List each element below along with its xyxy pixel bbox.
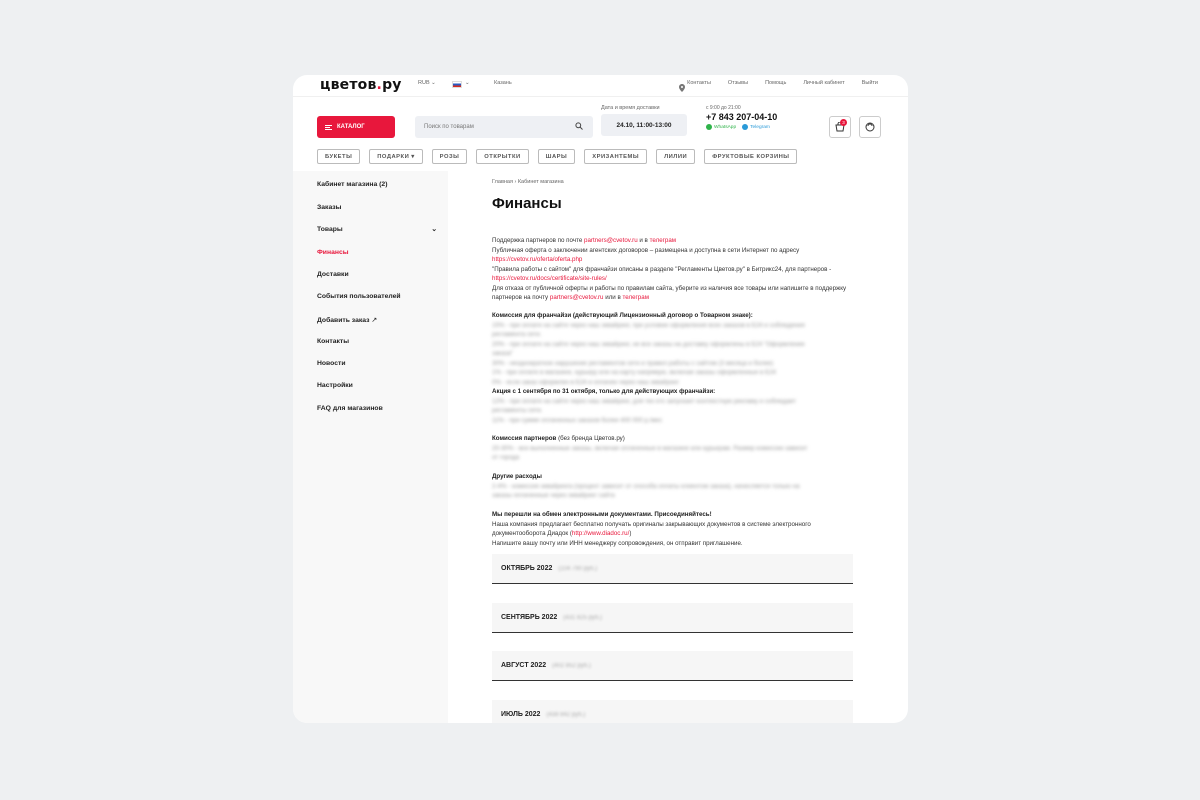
diadoc-link[interactable]: http://www.diadoc.ru/	[571, 530, 630, 537]
nav-fruit-baskets[interactable]: ФРУКТОВЫЕ КОРЗИНЫ	[704, 149, 797, 164]
currency-label: RUB	[418, 80, 430, 86]
city-label: Казань	[494, 80, 512, 86]
promo-line: 12% - при оплате на сайте через наш эквайринг, для тех кто запускает контекстную рекламу и соблюдает	[492, 397, 796, 405]
edo-text: Наша компания предлагает бесплатно получать оригиналы закрывающих документов в системе электронного	[492, 520, 811, 528]
logo[interactable]	[320, 77, 402, 93]
other-line: заказы оплаченные через эквайринг сайта	[492, 492, 615, 499]
main-content	[448, 171, 908, 723]
month-july[interactable]	[492, 700, 853, 723]
sidebar-item-user-events[interactable]: События пользователей	[317, 293, 401, 300]
location-pin-icon	[679, 84, 685, 92]
link-contacts[interactable]: Контакты	[687, 80, 711, 86]
page-title: Финансы	[492, 195, 562, 212]
sidebar-item-deliveries[interactable]: Доставки	[317, 271, 349, 278]
promo-line: 11% - при сумме оплаченных заказов более 400 000 р./мес	[492, 416, 663, 424]
profile-button[interactable]	[859, 116, 881, 138]
edo-text: Напишите вашу почту или ИНН менеджеру сопровождения, он отправит приглашение.	[492, 539, 743, 547]
search-placeholder: Поиск по товарам	[424, 124, 474, 130]
franchise-commission	[492, 311, 857, 425]
top-links	[687, 80, 878, 86]
sidebar-item-orders[interactable]: Заказы	[317, 204, 342, 211]
month-sum: (431 825 руб.)	[563, 614, 603, 621]
partners-line: 20-30% - все выполненные заказы, включая оплаченные в магазине или курьерам. Размер комиссии зависит	[492, 444, 808, 452]
whatsapp-link[interactable]	[706, 124, 736, 130]
refuse-text: Для отказа от публичной оферты и работы по правилам сайта, уберите из наличия все товары или напишите в поддержку партнеров на почту	[492, 284, 847, 301]
breadcrumb-home[interactable]: Главная	[492, 179, 513, 185]
partners-note: (без бренда Цветов.ру)	[558, 435, 625, 442]
phone-number[interactable]: +7 843 207-04-10	[706, 112, 778, 122]
franchise-title: Комиссия для франчайзи (действующий Лицензионный договор о Товарном знаке):	[492, 312, 753, 319]
refuse-or: или в	[605, 294, 621, 301]
header	[293, 97, 908, 149]
promo-line: регламенты сети.	[492, 407, 543, 414]
franchise-line: заказа"	[492, 350, 513, 357]
work-hours: с 9:00 до 21:00	[706, 105, 741, 111]
month-august[interactable]	[492, 651, 853, 681]
other-title: Другие расходы	[492, 473, 542, 480]
franchise-line: 30% - неоднократное нарушение регламентов сети и правил работы с сайтом (3 месяца и более)	[492, 359, 774, 367]
franchise-line: 1% - при оплате в магазине, курьеру или на карту напрямую, включая заказы оформленные в Б24	[492, 369, 776, 376]
month-sum: (438 842 руб.)	[546, 711, 586, 718]
support-telegram-link[interactable]: телеграм	[649, 237, 677, 244]
nav-chrysanthemums[interactable]: ХРИЗАНТЕМЫ	[584, 149, 647, 164]
month-name: ОКТЯБРЬ 2022	[501, 565, 553, 572]
search-icon[interactable]	[575, 122, 583, 130]
franchise-line: 20% - при оплате на сайте через наш эквайринг, не все заказы на доставку оформлены в Б24 "Оформление	[492, 340, 805, 348]
edo-text: )	[629, 530, 632, 537]
other-expenses	[492, 472, 857, 501]
menu-icon	[325, 125, 332, 130]
partners-title: Комиссия партнеров	[492, 435, 557, 442]
partners-commission	[492, 434, 857, 463]
offer-text: Публичная оферта о заключении агентских договоров – размещена и доступна в сети Интернет по адресу	[492, 246, 800, 254]
link-account[interactable]: Личный кабинет	[803, 80, 845, 86]
support-email-link[interactable]: partners@cvetov.ru	[584, 237, 638, 244]
nav-gifts[interactable]	[369, 149, 422, 164]
delivery-label: Дата и время доставки	[601, 105, 660, 111]
promo-title: Акция с 1 сентября по 31 октября, только для действующих франчайзи:	[492, 388, 716, 395]
sidebar-item-products-label: Товары	[317, 226, 343, 233]
franchise-line: 15% - при оплате на сайте через наш эквайринг, при условии оформления всех заказов в Б24 и соблюдения	[492, 321, 805, 329]
nav-bouquets[interactable]: БУКЕТЫ	[317, 149, 360, 164]
catalog-label: КАТАЛОГ	[337, 124, 365, 130]
month-sum: (402 852 руб.)	[552, 662, 591, 669]
edo-text: документооборота Диадок (	[492, 530, 572, 537]
edo-title: Мы перешли на обмен электронными документами. Присоединяйтесь!	[492, 511, 712, 518]
sidebar-item-store-cabinet[interactable]: Кабинет магазина (2)	[317, 181, 388, 188]
telegram-link[interactable]	[742, 124, 770, 130]
telegram-label: Telegram	[750, 124, 770, 130]
logo-tld: ру	[382, 77, 402, 93]
refuse-telegram-link[interactable]: телеграм	[622, 294, 649, 301]
nav-cards[interactable]: ОТКРЫТКИ	[476, 149, 528, 164]
sidebar	[293, 171, 448, 723]
currency-select[interactable]	[418, 80, 436, 86]
telegram-icon	[742, 124, 748, 130]
russia-flag-icon[interactable]	[452, 81, 462, 88]
user-icon	[865, 122, 875, 132]
category-nav	[317, 149, 797, 164]
month-name: СЕНТЯБРЬ 2022	[501, 614, 558, 621]
sidebar-item-settings[interactable]: Настройки	[317, 382, 353, 389]
cart-button[interactable]	[829, 116, 851, 138]
link-reviews[interactable]: Отзывы	[727, 80, 749, 86]
partners-line: от города	[492, 454, 520, 461]
chevron-down-icon: ⌄	[431, 80, 436, 86]
sidebar-item-faq[interactable]: FAQ для магазинов	[317, 405, 383, 412]
breadcrumb-separator: ›	[514, 179, 517, 185]
link-logout[interactable]: Выйти	[861, 80, 878, 86]
month-september[interactable]	[492, 603, 853, 633]
search-input[interactable]	[415, 116, 593, 138]
rules-link[interactable]: https://cvetov.ru/docs/certificate/site-rules/	[492, 275, 607, 282]
logo-text: цветов	[320, 77, 377, 93]
franchise-line: регламента сети.	[492, 331, 542, 338]
chevron-down-icon[interactable]: ⌄	[465, 80, 470, 86]
sidebar-item-products[interactable]	[317, 226, 437, 233]
month-name: ИЮЛЬ 2022	[501, 711, 541, 718]
nav-roses[interactable]: РОЗЫ	[432, 149, 468, 164]
sidebar-item-add-order-label: Добавить заказ	[317, 317, 370, 324]
caret-down-icon: ▾	[411, 153, 415, 160]
whatsapp-label: WhatsApp	[714, 124, 737, 130]
month-october[interactable]	[492, 554, 853, 584]
sidebar-item-add-order[interactable]	[317, 316, 377, 324]
cart-count-badge: 3	[840, 119, 847, 126]
other-line: 2-4% - комиссия эквайринга (процент зависит от способа оплаты клиентом заказа), начисляется только на	[492, 482, 800, 490]
franchise-line: 0% - если заказ оформлен в Б24 и оплачен через наш эквайринг	[492, 378, 680, 386]
breadcrumb	[492, 179, 564, 185]
browser-window	[293, 75, 908, 723]
nav-gifts-label: ПОДАРКИ	[377, 153, 410, 160]
whatsapp-icon	[706, 124, 712, 130]
support-and: и в	[639, 237, 648, 244]
nav-balloons[interactable]: ШАРЫ	[538, 149, 576, 164]
sidebar-item-contacts[interactable]: Контакты	[317, 338, 350, 345]
phone-block	[706, 105, 777, 130]
nav-lilies[interactable]: ЛИЛИИ	[656, 149, 695, 164]
city-select[interactable]	[486, 80, 512, 86]
top-bar	[293, 75, 908, 97]
sidebar-item-news[interactable]: Новости	[317, 360, 346, 367]
month-sum: (104 790 руб.)	[558, 565, 598, 572]
link-help[interactable]: Помощь	[765, 80, 787, 86]
external-link-icon: ↗	[371, 317, 378, 324]
edo-block	[492, 510, 857, 548]
chevron-down-icon: ⌄	[431, 226, 437, 233]
logo-dot: .	[376, 77, 383, 93]
refuse-email-link[interactable]: partners@cvetov.ru	[549, 294, 604, 301]
delivery-picker	[601, 105, 687, 136]
catalog-button[interactable]	[317, 116, 395, 138]
breadcrumb-current: Кабинет магазина	[517, 179, 564, 185]
rules-text: "Правила работы с сайтом" для франчайзи описаны в разделе "Регламенты Цветов.ру" в Битрикс24, для партнеров -	[492, 265, 832, 273]
offer-link[interactable]: https://cvetov.ru/oferta/oferta.php	[492, 256, 583, 263]
sidebar-item-finance[interactable]: Финансы	[317, 249, 349, 256]
support-text: Поддержка партнеров по почте	[492, 237, 583, 244]
delivery-value[interactable]: 24.10, 11:00-13:00	[601, 114, 687, 136]
info-block	[492, 236, 857, 303]
month-name: АВГУСТ 2022	[501, 662, 547, 669]
